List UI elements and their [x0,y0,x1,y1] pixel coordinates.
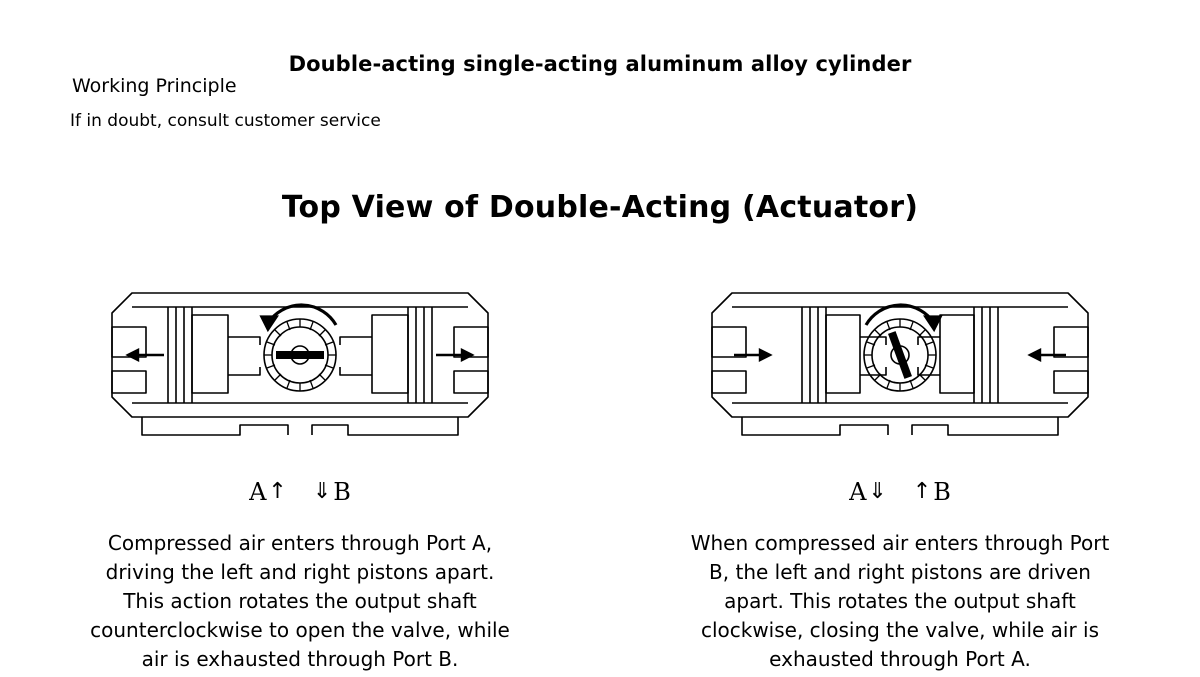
consult-note: If in doubt, consult customer service [70,111,381,131]
port-b-letter: B [333,478,351,506]
port-a-arrow-icon: ⇓ [868,479,887,504]
port-a-open [249,478,287,506]
port-a-letter: A [849,478,867,506]
port-b-open [313,478,351,506]
diagram-panels [0,275,1200,674]
page-header-title: Double-acting single-acting aluminum alloy cylinder [288,52,912,76]
port-b-arrow-icon: ↑ [912,479,932,504]
caption-close: When compressed air enters through Port B, the left and right pistons are driven apart. This rotates the output shaft clockwise, closing the valve, while air is exhausted through Port A. [690,531,1110,671]
port-labels-close [849,477,951,507]
port-a-close [849,478,887,506]
working-principle-label: Working Principle [72,75,237,97]
actuator-diagram-open [90,275,510,475]
actuator-diagram-close [690,275,1110,475]
port-b-close [913,478,951,506]
page-title: Top View of Double-Acting (Actuator) [281,190,919,225]
port-b-letter: B [933,478,951,506]
panel-double-acting-close [600,275,1200,674]
port-a-arrow-icon: ↑ [268,479,287,504]
port-b-arrow-icon: ⇓ [312,479,332,504]
panel-double-acting-open [0,275,600,674]
caption-open: Compressed air enters through Port A, driving the left and right pistons apart. This action rotates the output shaft counterclockwise to open the valve, while air is exhausted through Port B. [90,531,510,671]
port-labels-open [249,477,351,507]
port-a-letter: A [249,478,267,506]
